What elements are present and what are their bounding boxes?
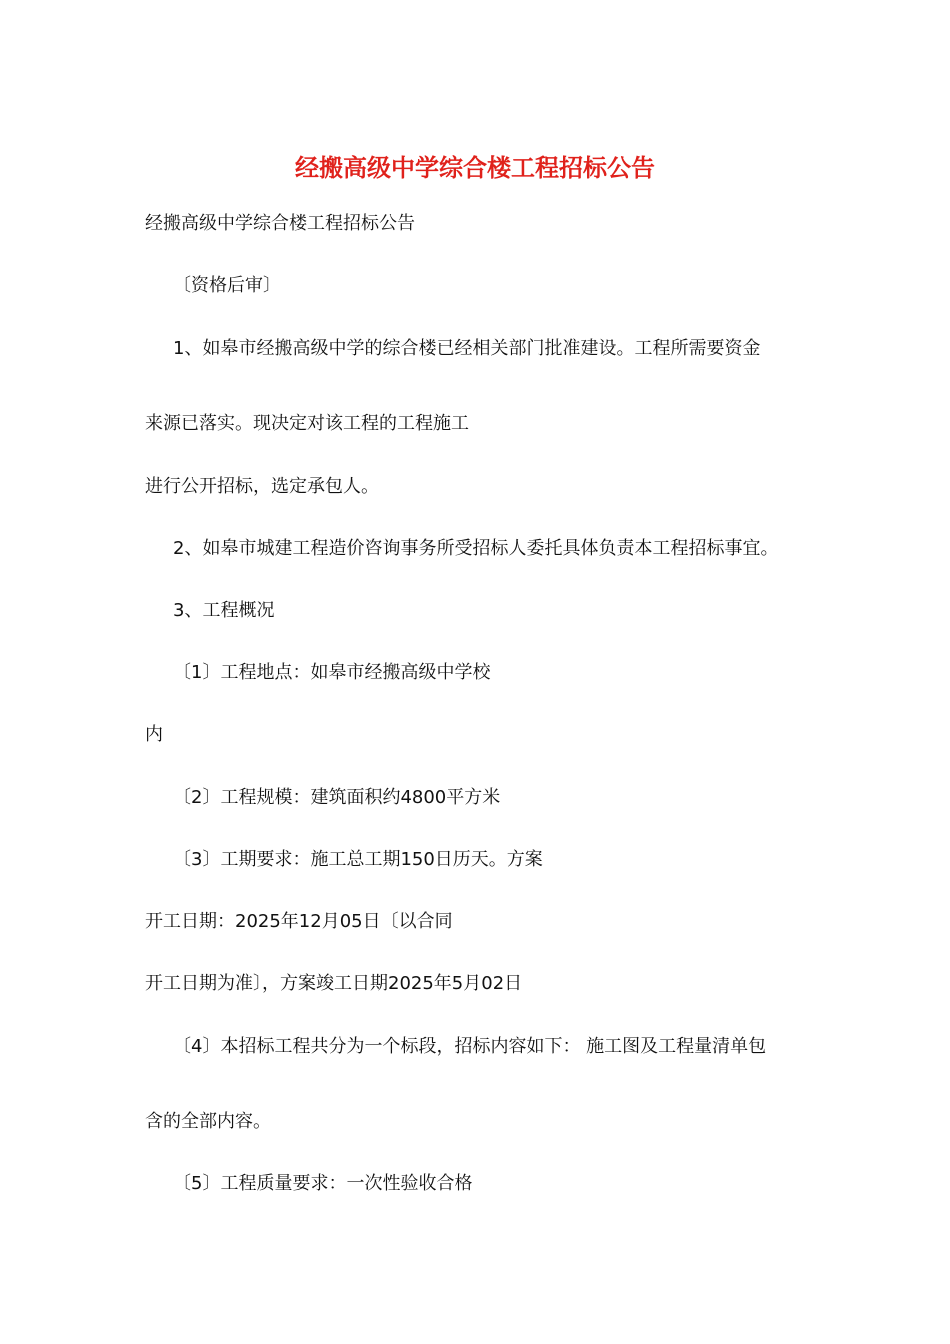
item-3-line-1: 〔3〕工期要求：施工总工期150日历天。方案: [173, 849, 543, 870]
item-3-line-3: 开工日期为准〕，方案竣工日期2025年5月02日: [145, 973, 523, 994]
paragraph-1-line-3: 进行公开招标，选定承包人。: [145, 476, 379, 497]
item-4-line-1: 〔4〕本招标工程共分为一个标段，招标内容如下： 施工图及工程量清单包: [173, 1036, 767, 1057]
paragraph-1-line-2: 来源已落实。现决定对该工程的工程施工: [145, 413, 469, 434]
item-4-line-2: 含的全部内容。: [145, 1111, 271, 1132]
item-2: 〔2〕工程规模：建筑面积约4800平方米: [173, 787, 501, 808]
item-1-line-2: 内: [145, 724, 163, 745]
qualification-note: 〔资格后审〕: [173, 275, 281, 296]
document-title: 经搬高级中学综合楼工程招标公告: [295, 153, 655, 182]
item-1-line-1: 〔1〕工程地点：如皋市经搬高级中学校: [173, 662, 491, 683]
paragraph-1-line-1: 1、如皋市经搬高级中学的综合楼已经相关部门批准建设。工程所需要资金: [173, 338, 761, 359]
item-5: 〔5〕工程质量要求：一次性验收合格: [173, 1173, 473, 1194]
section-3-heading: 3、工程概况: [173, 600, 275, 621]
paragraph-2: 2、如皋市城建工程造价咨询事务所受招标人委托具体负责本工程招标事宜。: [173, 538, 779, 559]
document-subtitle: 经搬高级中学综合楼工程招标公告: [145, 213, 415, 234]
item-3-line-2: 开工日期：2025年12月05日〔以合同: [145, 911, 453, 932]
